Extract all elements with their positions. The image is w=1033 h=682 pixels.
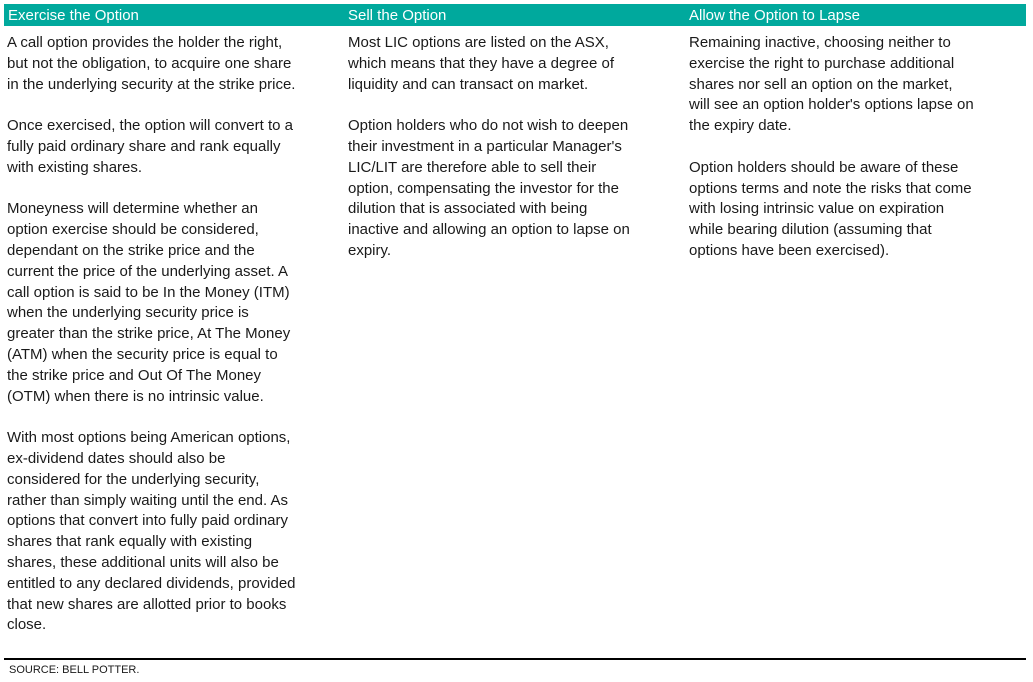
paragraph: Option holders should be aware of these options terms and note the risks that come with losing intrinsic value on expiration while bearing dilution (assuming that options have been exercised). [689, 158, 972, 259]
column-lapse [689, 33, 1019, 283]
column-exercise [7, 33, 327, 657]
paragraph: Remaining inactive, choosing neither to exercise the right to purchase additional shares nor sell an option on the market, will see an option holder's options lapse on the expiry date. [689, 34, 974, 135]
paragraph: Option holders who do not wish to deepen their investment in a particular Manager's LIC/LIT are therefore able to sell their option, compensating the investor for the dilution that is associated with being inactive and allowing an option to lapse on expiry. [348, 117, 630, 259]
paragraph: Most LIC options are listed on the ASX, which means that they have a degree of liquidity and can transact on market. [348, 34, 615, 93]
table-header-band [4, 4, 1026, 26]
column-heading-lapse: Allow the Option to Lapse [689, 7, 860, 24]
column-sell [348, 33, 668, 283]
paragraph: A call option provides the holder the right, but not the obligation, to acquire one share in the underlying security at the strike price. [7, 34, 296, 93]
paragraph: With most options being American options, ex-dividend dates should also be considered for the underlying security, rather than simply waiting until the end. As options that convert into fully paid ordinary shares that rank equally with existing shares, these additional units will also be entitled to any declared dividends, provided that new shares are allotted prior to books close. [7, 429, 296, 634]
column-heading-sell: Sell the Option [348, 7, 447, 24]
source-note: SOURCE: BELL POTTER. [9, 664, 140, 676]
paragraph: Moneyness will determine whether an option exercise should be considered, dependant on the strike price and the current the price of the underlying asset. A call option is said to be In the Money (ITM) when the underlying security price is greater than the strike price, At The Money (ATM) when the security price is equal to the strike price and Out Of The Money (OTM) when there is no intrinsic value. [7, 200, 291, 405]
column-heading-exercise: Exercise the Option [8, 7, 139, 24]
paragraph: Once exercised, the option will convert to a fully paid ordinary share and rank equally with existing shares. [7, 117, 293, 176]
footer-divider [4, 658, 1026, 660]
